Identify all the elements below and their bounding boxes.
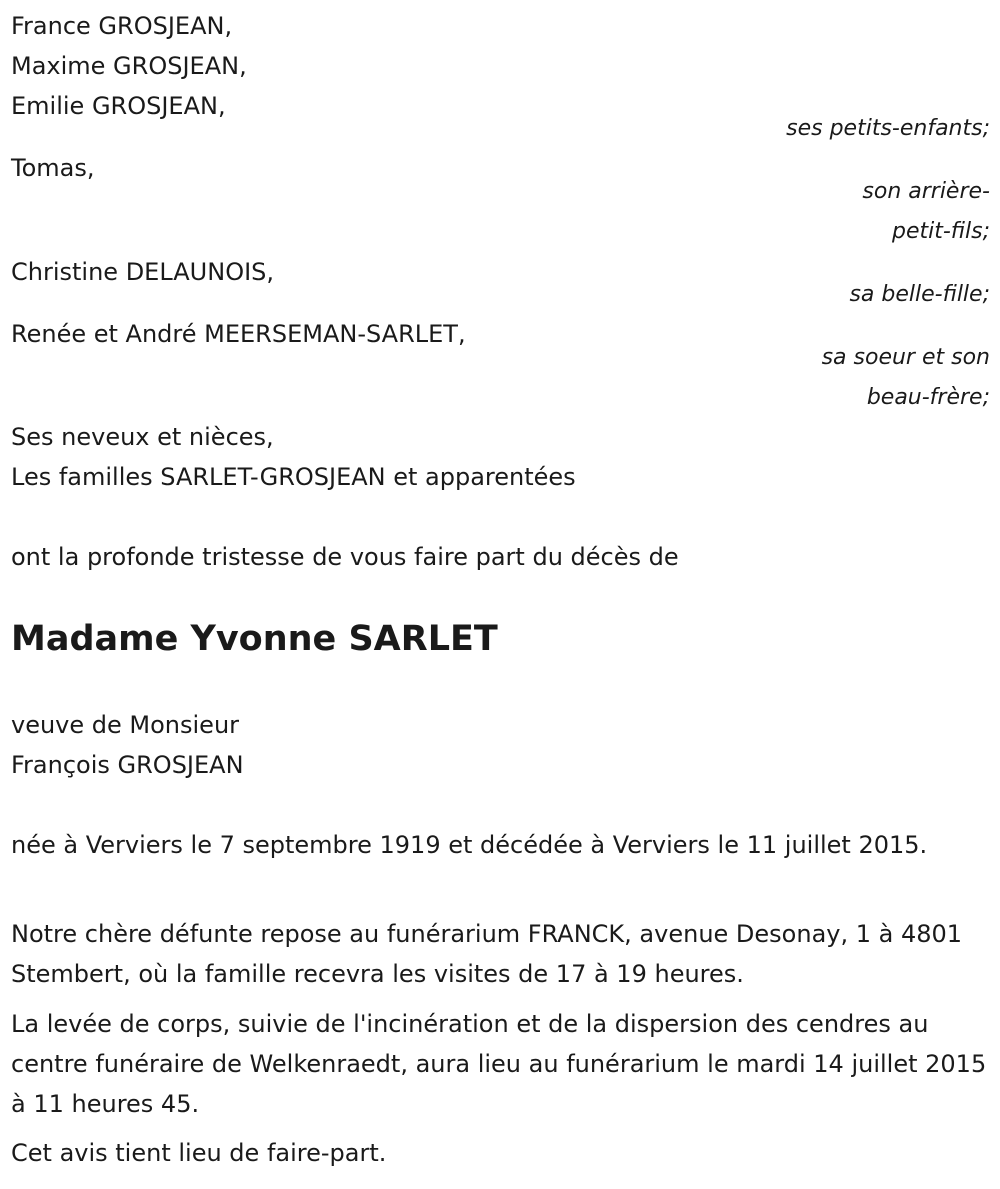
funeral-home-paragraph: Notre chère défunte repose au funérarium FRANCK, avenue Desonay, 1 à 4801 Stembert, où la famille recevra les visites de 17 à 19 heures. <box>11 920 963 988</box>
sister-role-line2: beau-frère; <box>866 385 990 410</box>
sister-role-line1: sa soeur et son <box>821 345 990 370</box>
grandchildren-role: ses petits-enfants; <box>786 116 990 141</box>
grandchild-name-2: Maxime GROSJEAN, <box>11 52 247 80</box>
daughter-in-law-role: sa belle-fille; <box>849 282 990 307</box>
ceremony-paragraph: La levée de corps, suivie de l'incinération et de la dispersion des cendres au centre funéraire de Welkenraedt, aura lieu au funérarium le mardi 14 juillet 2015 à 11 heures 45. <box>11 1010 987 1118</box>
great-grandson-role-line1: son arrière- <box>862 179 990 204</box>
daughter-in-law-name: Christine DELAUNOIS, <box>11 258 275 286</box>
sister-name: Renée et André MEERSEMAN-SARLET, <box>11 320 466 348</box>
widow-line-2: François GROSJEAN <box>11 751 244 779</box>
grandchild-name-1: France GROSJEAN, <box>11 12 233 40</box>
deceased-name: Madame Yvonne SARLET <box>11 619 498 659</box>
great-grandson-name: Tomas, <box>11 154 95 182</box>
families-line: Les familles SARLET-GROSJEAN et apparentées <box>11 463 576 491</box>
birth-death-paragraph: née à Verviers le 7 septembre 1919 et décédée à Verviers le 11 juillet 2015. <box>11 831 928 859</box>
nephews-line: Ses neveux et nièces, <box>11 423 274 451</box>
announcement-text: ont la profonde tristesse de vous faire part du décès de <box>11 543 679 571</box>
widow-line-1: veuve de Monsieur <box>11 711 240 739</box>
closing-paragraph: Cet avis tient lieu de faire-part. <box>11 1139 387 1167</box>
grandchild-name-3: Emilie GROSJEAN, <box>11 92 226 120</box>
obituary-notice <box>11 0 990 1189</box>
great-grandson-role-line2: petit-fils; <box>891 219 990 244</box>
